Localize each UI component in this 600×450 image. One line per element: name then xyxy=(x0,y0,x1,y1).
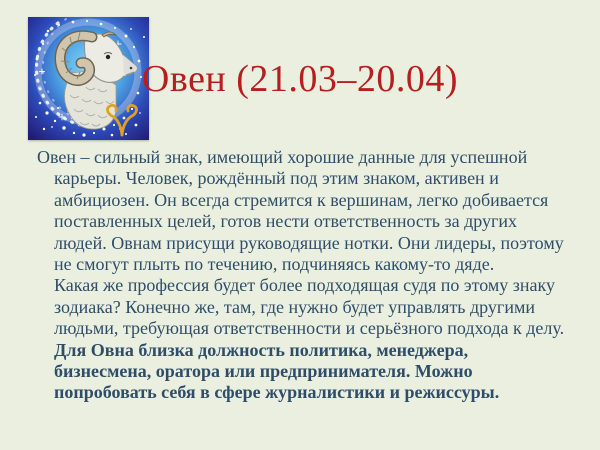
body-line: Какая же профессия будет более подходящая судя по этому знаку xyxy=(54,275,555,296)
body-line: поставленных целей, готов нести ответственность за других xyxy=(54,211,517,232)
body-line: карьеры. Человек, рождённый под этим знаком, активен и xyxy=(54,168,499,189)
body-line: амбициозен. Он всегда стремится к вершинам, легко добивается xyxy=(54,189,549,210)
page-title: Овен (21.03–20.04) xyxy=(141,58,459,100)
body-line: людьми, требующая ответственности и серьёзного подхода к делу. xyxy=(54,318,565,339)
body-line: зодиака? Конечно же, там, где нужно будет управлять другими xyxy=(54,296,535,317)
body-paragraph xyxy=(37,147,582,404)
body-line-bold: бизнесмена, оратора или предпринимателя. Можно xyxy=(54,361,473,382)
body-line-bold: попробовать себя в сфере журналистики и режиссуры. xyxy=(54,382,500,403)
body-line: не смогут плыть по течению, подчиняясь какому-то дяде. xyxy=(54,254,495,275)
body-line-bold: Для Овна близка должность политика, менеджера, xyxy=(54,339,469,360)
body-line: Овен – сильный знак, имеющий хорошие данные для успешной xyxy=(37,147,528,167)
body-line: людей. Овнам присущи руководящие нотки. Они лидеры, поэтому xyxy=(54,232,564,253)
